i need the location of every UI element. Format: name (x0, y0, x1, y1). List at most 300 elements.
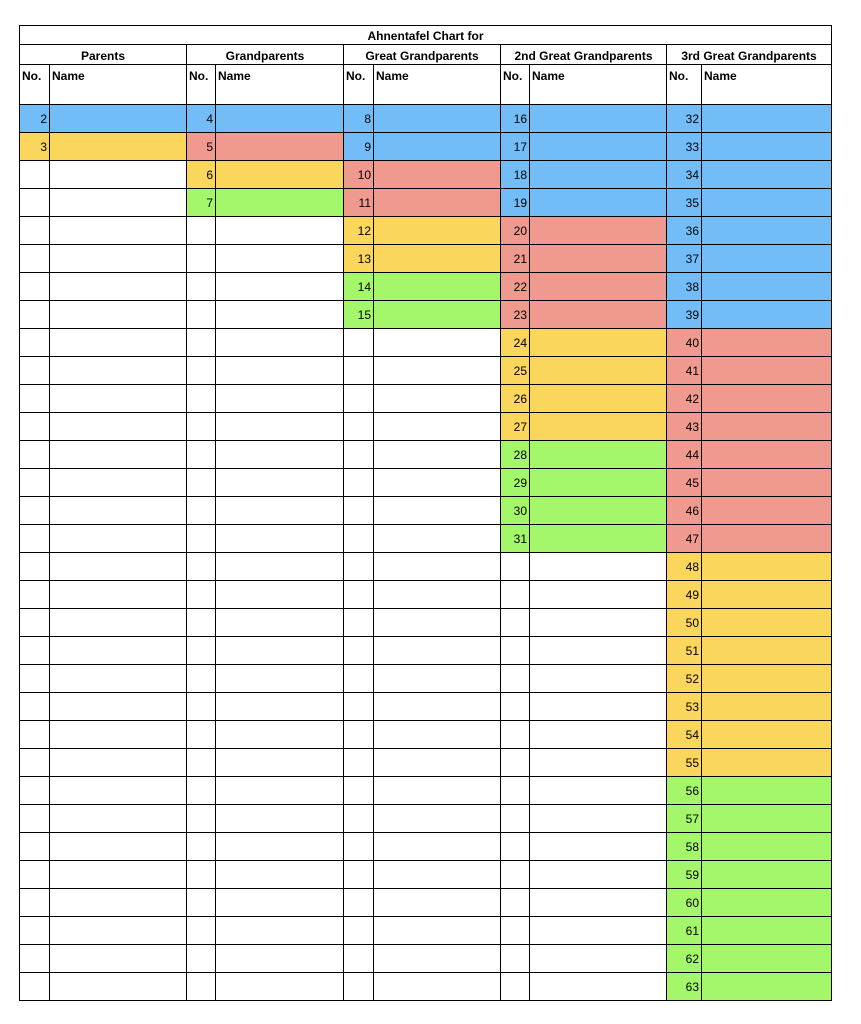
empty-number-cell (187, 833, 216, 861)
ancestor-number-43: 43 (667, 413, 702, 441)
empty-name-cell (50, 665, 187, 693)
ancestor-number-4: 4 (187, 105, 216, 133)
empty-name-cell (216, 441, 344, 469)
ancestor-number-58: 58 (667, 833, 702, 861)
empty-name-cell (530, 917, 667, 945)
empty-name-cell (50, 609, 187, 637)
ancestor-name-field-21[interactable] (530, 245, 667, 273)
empty-number-cell (19, 273, 50, 301)
ancestor-number-41: 41 (667, 357, 702, 385)
ancestor-name-field-5[interactable] (216, 133, 344, 161)
empty-number-cell (187, 525, 216, 553)
ancestor-number-60: 60 (667, 889, 702, 917)
empty-name-cell (374, 749, 501, 777)
ancestor-name-field-59[interactable] (702, 861, 832, 889)
empty-name-cell (530, 609, 667, 637)
empty-number-cell (19, 469, 50, 497)
empty-name-cell (374, 777, 501, 805)
empty-name-cell (50, 329, 187, 357)
ancestor-name-field-43[interactable] (702, 413, 832, 441)
empty-name-cell (50, 301, 187, 329)
ancestor-name-field-15[interactable] (374, 301, 501, 329)
ancestor-name-field-36[interactable] (702, 217, 832, 245)
empty-name-cell (374, 637, 501, 665)
empty-number-cell (344, 441, 374, 469)
empty-number-cell (344, 329, 374, 357)
ancestor-name-field-54[interactable] (702, 721, 832, 749)
ancestor-name-field-7[interactable] (216, 189, 344, 217)
empty-name-cell (50, 217, 187, 245)
empty-name-cell (216, 973, 344, 1001)
empty-name-cell (374, 413, 501, 441)
empty-name-cell (50, 749, 187, 777)
ancestor-name-field-41[interactable] (702, 357, 832, 385)
empty-number-cell (187, 973, 216, 1001)
empty-name-cell (50, 441, 187, 469)
ancestor-name-field-28[interactable] (530, 441, 667, 469)
ancestor-name-field-31[interactable] (530, 525, 667, 553)
empty-name-cell (216, 357, 344, 385)
empty-number-cell (344, 413, 374, 441)
empty-number-cell (501, 777, 530, 805)
empty-name-cell (374, 441, 501, 469)
ancestor-name-field-29[interactable] (530, 469, 667, 497)
empty-number-cell (19, 861, 50, 889)
empty-number-cell (501, 693, 530, 721)
ahnentafel-chart (19, 25, 832, 1006)
empty-number-cell (187, 469, 216, 497)
empty-number-cell (344, 357, 374, 385)
ancestor-name-field-27[interactable] (530, 413, 667, 441)
empty-name-cell (374, 833, 501, 861)
ancestor-name-field-58[interactable] (702, 833, 832, 861)
ancestor-name-field-12[interactable] (374, 217, 501, 245)
ancestor-name-field-17[interactable] (530, 133, 667, 161)
empty-name-cell (530, 861, 667, 889)
ancestor-name-field-47[interactable] (702, 525, 832, 553)
ancestor-name-field-3[interactable] (50, 133, 187, 161)
ancestor-number-38: 38 (667, 273, 702, 301)
empty-name-cell (530, 749, 667, 777)
empty-number-cell (344, 637, 374, 665)
column-header-name: Name (374, 65, 501, 105)
empty-name-cell (374, 497, 501, 525)
empty-number-cell (19, 553, 50, 581)
empty-name-cell (50, 189, 187, 217)
empty-number-cell (501, 637, 530, 665)
empty-number-cell (344, 609, 374, 637)
empty-number-cell (344, 833, 374, 861)
ancestor-number-62: 62 (667, 945, 702, 973)
ancestor-name-field-57[interactable] (702, 805, 832, 833)
column-header-no: No. (344, 65, 374, 105)
empty-number-cell (344, 777, 374, 805)
ancestor-number-25: 25 (501, 357, 530, 385)
empty-name-cell (374, 581, 501, 609)
empty-number-cell (19, 357, 50, 385)
ancestor-number-27: 27 (501, 413, 530, 441)
ancestor-name-field-33[interactable] (702, 133, 832, 161)
ancestor-number-36: 36 (667, 217, 702, 245)
ancestor-name-field-32[interactable] (702, 105, 832, 133)
empty-name-cell (216, 385, 344, 413)
column-header-no: No. (19, 65, 50, 105)
empty-number-cell (187, 861, 216, 889)
ancestor-name-field-14[interactable] (374, 273, 501, 301)
empty-name-cell (216, 637, 344, 665)
group-header-great_grandparents: Great Grandparents (344, 45, 501, 65)
ancestor-number-19: 19 (501, 189, 530, 217)
group-header-parents: Parents (19, 45, 187, 65)
empty-number-cell (187, 385, 216, 413)
empty-name-cell (50, 637, 187, 665)
group-header-grandparents: Grandparents (187, 45, 344, 65)
empty-name-cell (530, 805, 667, 833)
ancestor-name-field-51[interactable] (702, 637, 832, 665)
empty-number-cell (19, 917, 50, 945)
empty-number-cell (19, 749, 50, 777)
empty-name-cell (216, 917, 344, 945)
ancestor-name-field-46[interactable] (702, 497, 832, 525)
empty-name-cell (50, 553, 187, 581)
empty-name-cell (216, 749, 344, 777)
empty-name-cell (216, 609, 344, 637)
ancestor-name-field-11[interactable] (374, 189, 501, 217)
ancestor-number-31: 31 (501, 525, 530, 553)
ancestor-name-field-44[interactable] (702, 441, 832, 469)
ancestor-number-17: 17 (501, 133, 530, 161)
empty-name-cell (216, 245, 344, 273)
ancestor-name-field-38[interactable] (702, 273, 832, 301)
empty-name-cell (50, 413, 187, 441)
empty-number-cell (187, 441, 216, 469)
ancestor-name-field-25[interactable] (530, 357, 667, 385)
ancestor-number-5: 5 (187, 133, 216, 161)
empty-name-cell (50, 777, 187, 805)
ancestor-number-2: 2 (19, 105, 50, 133)
empty-name-cell (374, 609, 501, 637)
ancestor-name-field-6[interactable] (216, 161, 344, 189)
ancestor-number-54: 54 (667, 721, 702, 749)
empty-number-cell (187, 301, 216, 329)
empty-number-cell (187, 805, 216, 833)
ancestor-number-53: 53 (667, 693, 702, 721)
chart-title: Ahnentafel Chart for (19, 25, 832, 45)
empty-number-cell (19, 189, 50, 217)
empty-name-cell (50, 385, 187, 413)
empty-number-cell (19, 413, 50, 441)
empty-name-cell (216, 665, 344, 693)
empty-name-cell (374, 469, 501, 497)
ancestor-name-field-24[interactable] (530, 329, 667, 357)
ancestor-number-59: 59 (667, 861, 702, 889)
ancestor-number-51: 51 (667, 637, 702, 665)
empty-number-cell (19, 833, 50, 861)
empty-number-cell (344, 945, 374, 973)
empty-number-cell (187, 945, 216, 973)
empty-number-cell (19, 805, 50, 833)
empty-name-cell (50, 245, 187, 273)
empty-name-cell (374, 385, 501, 413)
ancestor-number-34: 34 (667, 161, 702, 189)
ancestor-name-field-48[interactable] (702, 553, 832, 581)
ancestor-number-21: 21 (501, 245, 530, 273)
empty-number-cell (187, 917, 216, 945)
ancestor-number-56: 56 (667, 777, 702, 805)
empty-number-cell (187, 693, 216, 721)
empty-name-cell (530, 721, 667, 749)
empty-number-cell (187, 357, 216, 385)
empty-number-cell (19, 945, 50, 973)
empty-number-cell (187, 581, 216, 609)
ancestor-name-field-2[interactable] (50, 105, 187, 133)
ancestor-number-42: 42 (667, 385, 702, 413)
empty-name-cell (216, 553, 344, 581)
empty-name-cell (530, 553, 667, 581)
ancestor-number-13: 13 (344, 245, 374, 273)
empty-number-cell (344, 665, 374, 693)
empty-name-cell (216, 693, 344, 721)
group-header-2nd_great_grandparents: 2nd Great Grandparents (501, 45, 667, 65)
empty-number-cell (501, 805, 530, 833)
ancestor-name-field-10[interactable] (374, 161, 501, 189)
column-header-no: No. (501, 65, 530, 105)
empty-number-cell (19, 889, 50, 917)
ancestor-name-field-26[interactable] (530, 385, 667, 413)
ancestor-number-49: 49 (667, 581, 702, 609)
ancestor-number-40: 40 (667, 329, 702, 357)
empty-number-cell (187, 749, 216, 777)
ancestor-number-32: 32 (667, 105, 702, 133)
ancestor-name-field-62[interactable] (702, 945, 832, 973)
empty-name-cell (216, 889, 344, 917)
empty-number-cell (501, 581, 530, 609)
empty-name-cell (374, 721, 501, 749)
ancestor-number-48: 48 (667, 553, 702, 581)
empty-number-cell (187, 609, 216, 637)
ancestor-name-field-8[interactable] (374, 105, 501, 133)
empty-number-cell (501, 721, 530, 749)
ancestor-number-44: 44 (667, 441, 702, 469)
empty-number-cell (19, 329, 50, 357)
ancestor-number-22: 22 (501, 273, 530, 301)
empty-number-cell (344, 917, 374, 945)
empty-number-cell (501, 861, 530, 889)
ancestor-name-field-52[interactable] (702, 665, 832, 693)
empty-name-cell (216, 301, 344, 329)
empty-name-cell (50, 861, 187, 889)
ancestor-name-field-20[interactable] (530, 217, 667, 245)
empty-name-cell (216, 581, 344, 609)
ancestor-name-field-60[interactable] (702, 889, 832, 917)
ancestor-name-field-55[interactable] (702, 749, 832, 777)
empty-name-cell (530, 777, 667, 805)
empty-number-cell (187, 777, 216, 805)
empty-name-cell (374, 889, 501, 917)
empty-name-cell (374, 945, 501, 973)
ancestor-name-field-53[interactable] (702, 693, 832, 721)
empty-number-cell (344, 861, 374, 889)
empty-name-cell (216, 721, 344, 749)
empty-number-cell (344, 721, 374, 749)
empty-number-cell (344, 805, 374, 833)
ancestor-name-field-56[interactable] (702, 777, 832, 805)
empty-number-cell (19, 525, 50, 553)
ancestor-number-7: 7 (187, 189, 216, 217)
empty-number-cell (344, 581, 374, 609)
empty-number-cell (19, 973, 50, 1001)
empty-number-cell (19, 777, 50, 805)
empty-number-cell (344, 385, 374, 413)
empty-name-cell (530, 833, 667, 861)
empty-name-cell (50, 581, 187, 609)
empty-number-cell (19, 637, 50, 665)
empty-name-cell (374, 805, 501, 833)
empty-name-cell (216, 469, 344, 497)
empty-number-cell (344, 749, 374, 777)
ancestor-number-61: 61 (667, 917, 702, 945)
ancestor-number-57: 57 (667, 805, 702, 833)
empty-number-cell (344, 973, 374, 1001)
ancestor-name-field-45[interactable] (702, 469, 832, 497)
ancestor-number-63: 63 (667, 973, 702, 1001)
ancestor-name-field-63[interactable] (702, 973, 832, 1001)
ancestor-name-field-37[interactable] (702, 245, 832, 273)
empty-name-cell (50, 357, 187, 385)
ancestor-number-45: 45 (667, 469, 702, 497)
ancestor-number-47: 47 (667, 525, 702, 553)
empty-number-cell (501, 553, 530, 581)
ancestor-number-9: 9 (344, 133, 374, 161)
empty-number-cell (187, 329, 216, 357)
empty-name-cell (374, 357, 501, 385)
column-header-name: Name (50, 65, 187, 105)
empty-name-cell (50, 161, 187, 189)
ancestor-number-23: 23 (501, 301, 530, 329)
empty-name-cell (374, 917, 501, 945)
empty-name-cell (50, 833, 187, 861)
ancestor-name-field-49[interactable] (702, 581, 832, 609)
ancestor-name-field-40[interactable] (702, 329, 832, 357)
ancestor-name-field-4[interactable] (216, 105, 344, 133)
ancestor-number-28: 28 (501, 441, 530, 469)
ancestor-number-55: 55 (667, 749, 702, 777)
empty-number-cell (501, 917, 530, 945)
ancestor-number-6: 6 (187, 161, 216, 189)
ancestor-name-field-16[interactable] (530, 105, 667, 133)
ancestor-number-16: 16 (501, 105, 530, 133)
empty-number-cell (344, 889, 374, 917)
ancestor-name-field-30[interactable] (530, 497, 667, 525)
empty-name-cell (50, 973, 187, 1001)
empty-number-cell (187, 665, 216, 693)
empty-number-cell (501, 973, 530, 1001)
empty-number-cell (187, 245, 216, 273)
column-header-no: No. (667, 65, 702, 105)
ancestor-name-field-19[interactable] (530, 189, 667, 217)
column-header-name: Name (530, 65, 667, 105)
ancestor-name-field-39[interactable] (702, 301, 832, 329)
ancestor-name-field-13[interactable] (374, 245, 501, 273)
empty-name-cell (50, 889, 187, 917)
empty-name-cell (50, 525, 187, 553)
empty-name-cell (216, 413, 344, 441)
ancestor-name-field-23[interactable] (530, 301, 667, 329)
empty-number-cell (19, 665, 50, 693)
empty-name-cell (50, 693, 187, 721)
ancestor-number-35: 35 (667, 189, 702, 217)
empty-number-cell (19, 581, 50, 609)
empty-name-cell (374, 665, 501, 693)
column-header-name: Name (216, 65, 344, 105)
empty-name-cell (530, 665, 667, 693)
ancestor-name-field-9[interactable] (374, 133, 501, 161)
empty-number-cell (344, 553, 374, 581)
ancestor-number-39: 39 (667, 301, 702, 329)
ancestor-number-3: 3 (19, 133, 50, 161)
ancestor-number-14: 14 (344, 273, 374, 301)
column-header-name: Name (702, 65, 832, 105)
ancestor-name-field-50[interactable] (702, 609, 832, 637)
ancestor-number-8: 8 (344, 105, 374, 133)
ancestor-name-field-42[interactable] (702, 385, 832, 413)
ancestor-number-26: 26 (501, 385, 530, 413)
empty-number-cell (19, 245, 50, 273)
empty-name-cell (374, 861, 501, 889)
empty-number-cell (344, 693, 374, 721)
empty-name-cell (50, 917, 187, 945)
ancestor-number-52: 52 (667, 665, 702, 693)
empty-name-cell (50, 805, 187, 833)
empty-number-cell (187, 217, 216, 245)
ancestor-name-field-34[interactable] (702, 161, 832, 189)
empty-number-cell (187, 721, 216, 749)
empty-number-cell (187, 497, 216, 525)
empty-number-cell (19, 161, 50, 189)
empty-name-cell (374, 525, 501, 553)
empty-number-cell (187, 413, 216, 441)
empty-name-cell (216, 805, 344, 833)
ancestor-name-field-35[interactable] (702, 189, 832, 217)
empty-number-cell (187, 637, 216, 665)
ancestor-number-30: 30 (501, 497, 530, 525)
ancestor-name-field-18[interactable] (530, 161, 667, 189)
empty-name-cell (374, 329, 501, 357)
empty-name-cell (50, 721, 187, 749)
empty-name-cell (374, 973, 501, 1001)
ancestor-number-20: 20 (501, 217, 530, 245)
empty-number-cell (19, 217, 50, 245)
empty-name-cell (374, 693, 501, 721)
empty-name-cell (216, 833, 344, 861)
empty-name-cell (216, 945, 344, 973)
empty-number-cell (501, 833, 530, 861)
ancestor-number-15: 15 (344, 301, 374, 329)
empty-number-cell (19, 441, 50, 469)
ancestor-name-field-22[interactable] (530, 273, 667, 301)
ancestor-name-field-61[interactable] (702, 917, 832, 945)
empty-number-cell (19, 609, 50, 637)
empty-number-cell (344, 469, 374, 497)
empty-number-cell (344, 497, 374, 525)
ancestor-number-12: 12 (344, 217, 374, 245)
empty-name-cell (530, 889, 667, 917)
empty-name-cell (530, 973, 667, 1001)
ancestor-number-29: 29 (501, 469, 530, 497)
empty-name-cell (374, 553, 501, 581)
ancestor-number-18: 18 (501, 161, 530, 189)
empty-number-cell (501, 609, 530, 637)
